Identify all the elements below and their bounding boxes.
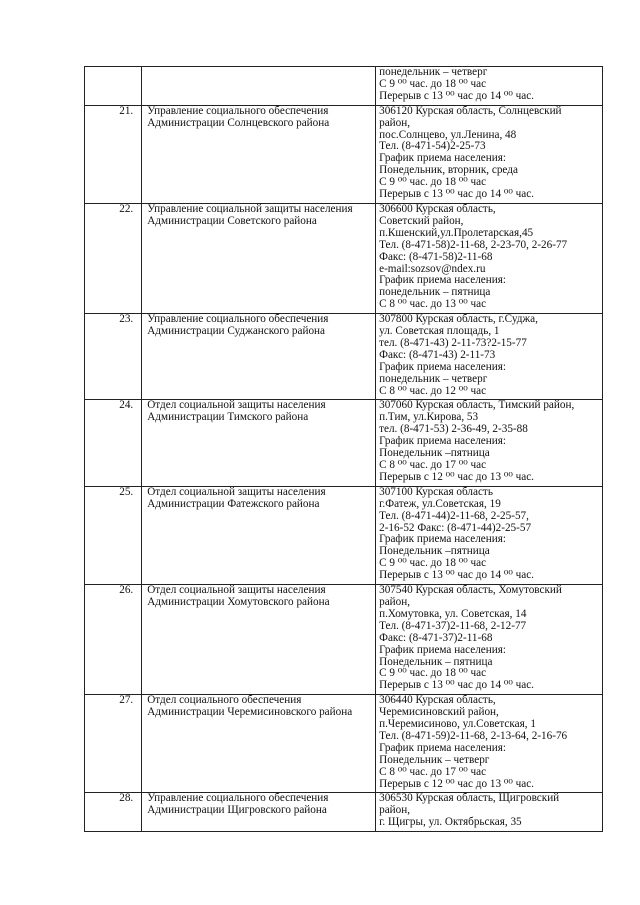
organization-cell [142,400,376,486]
organization-line: Администрации Черемисиновского района [147,706,353,719]
contact-cell [376,585,603,695]
contact-cell [376,695,603,793]
contact-cell [376,67,603,106]
contact-line: 306120 Курская область, Солнцевский [379,104,562,117]
contact-line: тел. (8-471-53) 2-36-49, 2-35-88 [379,423,528,436]
organization-line: Управление социального обеспечения [147,104,329,117]
contact-line: С 8 ⁰⁰ час. до 12 ⁰⁰ час [379,384,487,397]
contact-line: С 8 ⁰⁰ час. до 17 ⁰⁰ час [379,459,487,471]
contact-line: Тел. (8-471-54)2-25-73 [379,140,486,153]
contact-line: 306600 Курская область, [379,202,496,215]
contact-line: г.Фатеж, ул.Советская, 19 [379,497,501,510]
contact-line: п.Кшенский,ул.Пролетарская,45 [379,226,534,239]
contact-cell [376,105,603,203]
table-row [85,400,603,486]
contact-line: ул. Советская площадь, 1 [379,325,500,338]
contact-line: понедельник – четверг [379,372,488,385]
organization-line: Отдел социальной защиты населения [147,399,326,412]
row-number: 24. [85,400,142,486]
contact-cell [376,486,603,584]
table-row [85,203,603,313]
organization-cell [142,486,376,584]
contact-line: п.Тим, ул.Кирова, 53 [379,411,479,424]
organization-cell [142,67,376,106]
organization-line: Администрации Фатежского района [147,497,320,510]
contact-line: Факс: (8-471-43) 2-11-73 [379,348,496,361]
contact-line: График приема населения: [379,741,506,754]
contact-line: понедельник – пятница [379,286,491,299]
organization-line: Администрации Солнцевского района [147,116,330,129]
table-row [85,67,603,106]
contact-line: Понедельник – пятница [379,655,493,668]
organization-line: Администрации Советского района [147,214,317,227]
organization-line: Администрации Суджанского района [147,325,326,338]
contact-line: График приема населения: [379,274,506,287]
contact-line: e-mail:sozsov@ndex.ru [379,262,486,275]
table-row [85,793,603,832]
contact-line: Перерыв с 13 ⁰⁰ час до 14 ⁰⁰ час. [379,679,534,692]
contact-line: Тел. (8-471-59)2-11-68, 2-13-64, 2-16-76 [379,729,568,742]
row-number [85,67,142,106]
contact-line: район, [379,804,411,817]
contact-line: Понедельник – четверг [379,753,490,766]
contact-line: График приема населения: [379,533,506,546]
document-page [84,66,603,832]
contact-line: Понедельник –пятница [379,447,490,460]
contact-line: 306530 Курская область, Щигровский [379,792,560,805]
contact-line: п.Черемисиново, ул.Советская, 1 [379,718,536,731]
contact-line: Советский район, [379,214,464,227]
contact-line: Перерыв с 12 ⁰⁰ час до 13 ⁰⁰ час. [379,470,534,483]
contact-line: 307540 Курская область, Хомутовский [379,584,562,597]
table-row [85,695,603,793]
contact-line: тел. (8-471-43) 2-11-73?2-15-77 [379,336,527,349]
contact-line: Тел. (8-471-37)2-11-68, 2-12-77 [379,619,527,632]
contact-line: Факс: (8-471-37)2-11-68 [379,631,493,644]
table-row [85,314,603,400]
contact-line: С 8 ⁰⁰ час. до 17 ⁰⁰ час [379,765,487,778]
organization-line: Отдел социальной защиты населения [147,584,326,597]
contact-cell [376,203,603,313]
contact-line: 307100 Курская область [379,485,493,498]
contact-line: Понедельник, вторник, среда [379,164,518,177]
organization-line: Администрации Тимского района [147,411,309,424]
contact-line: 2-16-52 Факс: (8-471-44)2-25-57 [379,521,532,534]
organization-line: Управление социального обеспечения [147,313,329,326]
organization-cell [142,314,376,400]
contact-line: С 9 ⁰⁰ час. до 18 ⁰⁰ час [379,77,487,90]
contact-cell [376,314,603,400]
organization-line: Отдел социального обеспечения [147,694,302,707]
contact-line: 307800 Курская область, г.Суджа, [379,313,538,326]
table-row [85,486,603,584]
contact-line: Понедельник –пятница [379,545,490,558]
row-number: 22. [85,203,142,313]
table-row [85,105,603,203]
contact-line: Перерыв с 13 ⁰⁰ час до 14 ⁰⁰ час. [379,89,534,102]
organization-cell [142,105,376,203]
organization-cell [142,695,376,793]
contact-line: Факс: (8-471-58)2-11-68 [379,250,493,263]
contact-line: 307060 Курская область, Тимский район, [379,399,575,412]
row-number: 27. [85,695,142,793]
contact-line: Перерыв с 13 ⁰⁰ час до 14 ⁰⁰ час. [379,569,534,582]
contact-line: понедельник – четверг [379,66,488,78]
contact-line: Тел. (8-471-44)2-11-68, 2-25-57, [379,509,529,522]
organization-line: Управление социальной защиты населения [147,202,353,215]
row-number: 23. [85,314,142,400]
contact-line: Черемисиновский район, [379,706,499,719]
contact-line: Перерыв с 13 ⁰⁰ час до 14 ⁰⁰ час. [379,188,534,201]
table-row [85,585,603,695]
organization-line: Отдел социальной защиты населения [147,485,326,498]
organization-cell [142,793,376,832]
contact-line: С 9 ⁰⁰ час. до 18 ⁰⁰ час [379,667,487,680]
contact-line: С 9 ⁰⁰ час. до 18 ⁰⁰ час [379,176,487,189]
contact-line: Тел. (8-471-58)2-11-68, 2-23-70, 2-26-77 [379,238,568,251]
contact-line: С 8 ⁰⁰ час. до 13 ⁰⁰ час [379,298,487,311]
contact-line: п.Хомутовка, ул. Советская, 14 [379,607,527,620]
row-number: 26. [85,585,142,695]
contact-line: район, [379,595,411,608]
organization-line: Администрации Щигровского района [147,804,327,817]
contact-line: г. Щигры, ул. Октябрьская, 35 [379,816,522,829]
contact-line: район, [379,116,411,129]
contact-line: пос.Солнцево, ул.Ленина, 48 [379,128,517,141]
contact-line: График приема населения: [379,643,506,656]
contact-cell [376,400,603,486]
contact-cell [376,793,603,832]
contact-line: С 9 ⁰⁰ час. до 18 ⁰⁰ час [379,557,487,570]
row-number: 28. [85,793,142,832]
contact-line: График приема населения: [379,360,506,373]
organization-cell [142,203,376,313]
contact-line: Перерыв с 12 ⁰⁰ час до 13 ⁰⁰ час. [379,777,534,790]
row-number: 25. [85,486,142,584]
contact-line: 306440 Курская область, [379,694,496,707]
organization-line: Управление социального обеспечения [147,792,329,805]
organization-line: Администрации Хомутовского района [147,595,330,608]
row-number: 21. [85,105,142,203]
organization-cell [142,585,376,695]
contact-line: График приема населения: [379,152,506,165]
organizations-table [84,66,603,832]
contact-line: График приема населения: [379,435,506,448]
